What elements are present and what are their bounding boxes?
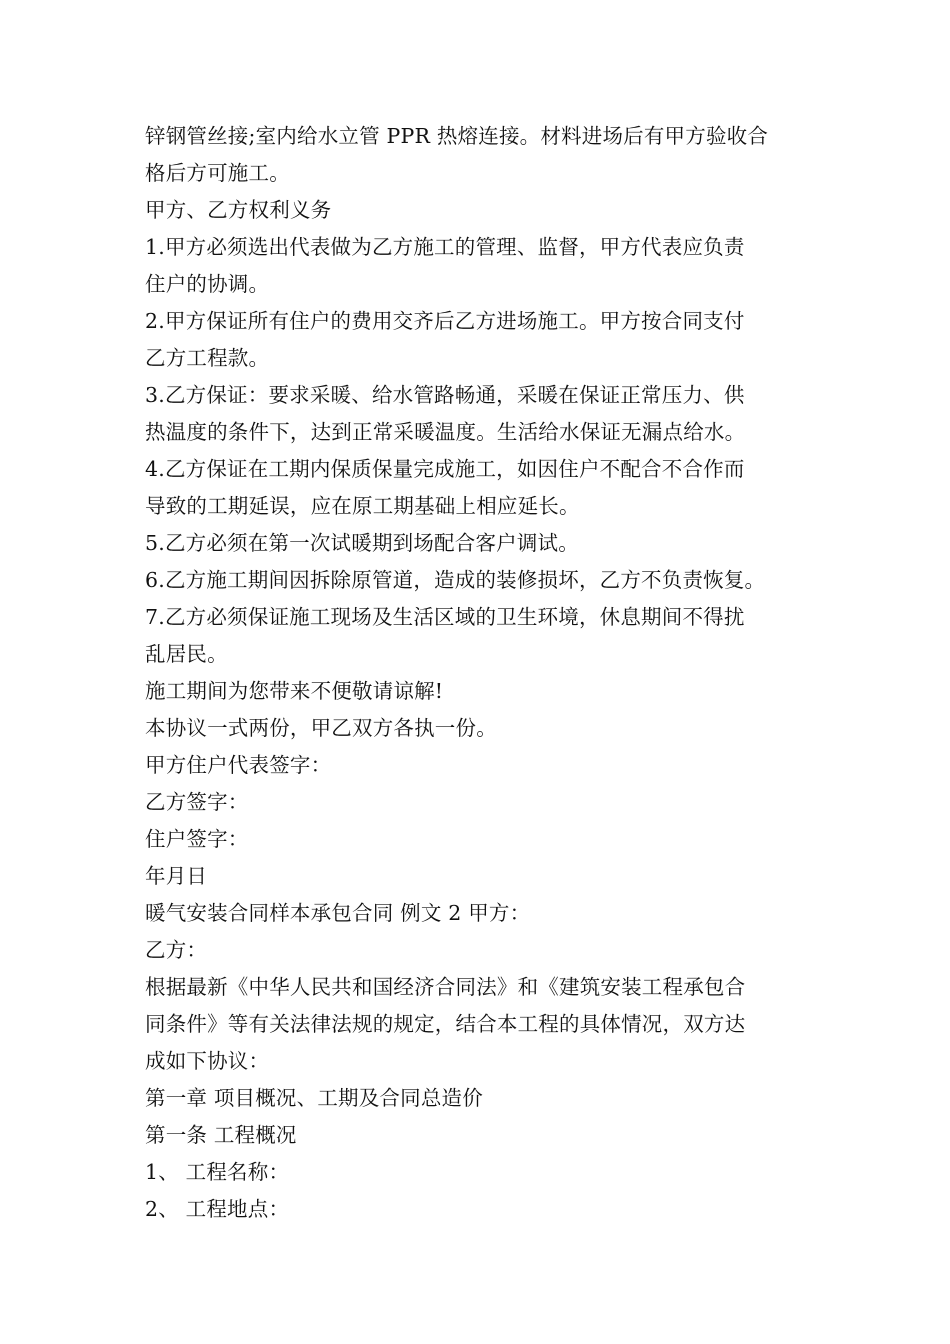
text-line: 第一章 项目概况、工期及合同总造价 <box>145 1086 483 1110</box>
paragraph <box>145 895 813 932</box>
text-line: 导致的工期延误，应在原工期基础上相应延长。 <box>145 494 580 518</box>
text-line: 住户的协调。 <box>145 272 270 296</box>
text-line: 本协议一式两份，甲乙双方各执一份。 <box>145 716 497 740</box>
text-line: 年月日 <box>145 864 208 888</box>
paragraph <box>145 821 813 858</box>
text-line: 成如下协议： <box>145 1049 270 1073</box>
text-line: 乙方签字： <box>145 790 249 814</box>
document-body <box>145 118 813 1228</box>
text-line: 第一条 工程概况 <box>145 1123 297 1147</box>
text-line: 住户签字： <box>145 827 249 851</box>
text-line: 4.乙方保证在工期内保质保量完成施工，如因住户不配合不合作而 <box>145 457 745 481</box>
text-line: 暖气安装合同样本承包合同 例文 2 甲方： <box>145 901 531 925</box>
text-line: 热温度的条件下，达到正常采暖温度。生活给水保证无漏点给水。 <box>145 420 746 444</box>
text-line: 甲方住户代表签字： <box>145 753 332 777</box>
paragraph <box>145 599 813 673</box>
text-line: 锌钢管丝接;室内给水立管 PPR 热熔连接。材料进场后有甲方验收合 <box>145 124 769 148</box>
paragraph <box>145 229 813 303</box>
text-line: 6.乙方施工期间因拆除原管道，造成的装修损坏，乙方不负责恢复。 <box>145 568 766 592</box>
text-line: 格后方可施工。 <box>145 161 290 185</box>
paragraph <box>145 747 813 784</box>
text-line: 施工期间为您带来不便敬请谅解! <box>145 679 444 703</box>
paragraph <box>145 969 813 1080</box>
paragraph <box>145 1117 813 1154</box>
text-line: 甲方、乙方权利义务 <box>145 198 332 222</box>
text-line: 5.乙方必须在第一次试暖期到场配合客户调试。 <box>145 531 579 555</box>
text-line: 3.乙方保证：要求采暖、给水管路畅通，采暖在保证正常压力、供 <box>145 383 745 407</box>
paragraph <box>145 451 813 525</box>
paragraph <box>145 858 813 895</box>
text-line: 乙方： <box>145 938 208 962</box>
text-line: 7.乙方必须保证施工现场及生活区域的卫生环境，休息期间不得扰 <box>145 605 745 629</box>
paragraph <box>145 673 813 710</box>
paragraph <box>145 303 813 377</box>
paragraph <box>145 377 813 451</box>
text-line: 2、 工程地点： <box>145 1197 290 1221</box>
text-line: 乱居民。 <box>145 642 228 666</box>
text-line: 1.甲方必须选出代表做为乙方施工的管理、监督，甲方代表应负责 <box>145 235 745 259</box>
text-line: 根据最新《中华人民共和国经济合同法》和《建筑安装工程承包合 <box>145 975 746 999</box>
paragraph <box>145 932 813 969</box>
paragraph <box>145 562 813 599</box>
text-line: 乙方工程款。 <box>145 346 270 370</box>
paragraph <box>145 118 813 192</box>
paragraph <box>145 1191 813 1228</box>
paragraph <box>145 192 813 229</box>
text-line: 同条件》等有关法律法规的规定，结合本工程的具体情况，双方达 <box>145 1012 746 1036</box>
text-line: 2.甲方保证所有住户的费用交齐后乙方进场施工。甲方按合同支付 <box>145 309 745 333</box>
paragraph <box>145 1154 813 1191</box>
paragraph <box>145 784 813 821</box>
paragraph <box>145 1080 813 1117</box>
paragraph <box>145 525 813 562</box>
text-line: 1、 工程名称： <box>145 1160 290 1184</box>
paragraph <box>145 710 813 747</box>
